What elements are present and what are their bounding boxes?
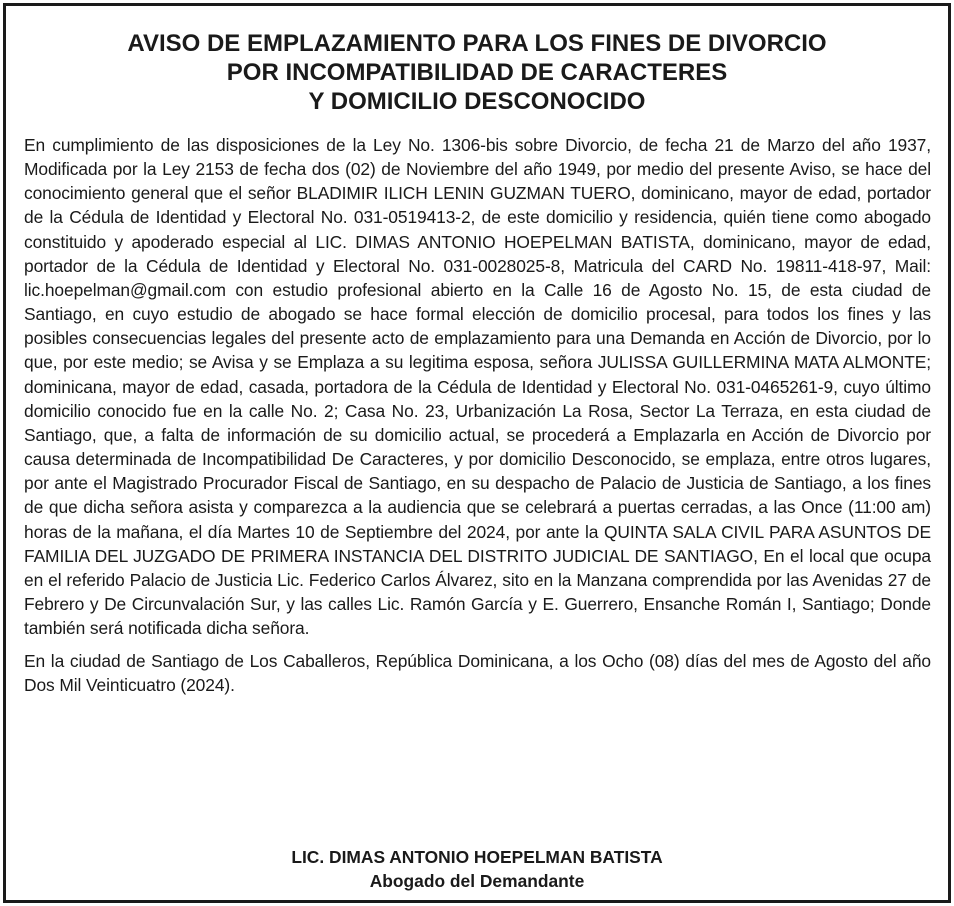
signature-name: LIC. DIMAS ANTONIO HOEPELMAN BATISTA [291,847,663,867]
notice-title [6,29,948,116]
title-line: Y DOMICILIO DESCONOCIDO [308,88,646,115]
title-line: POR INCOMPATIBILIDAD DE CARACTERES [226,59,728,86]
notice-paragraph-date: En la ciudad de Santiago de Los Caballeros, República Dominicana, a los Ocho (08) días del mes de Agosto del año Dos Mil Veinticuatro (2024). [24,651,931,696]
notice-paragraph-main: En cumplimiento de las disposiciones de la Ley No. 1306-bis sobre Divorcio, de fecha 21 de Marzo del año 1937, Modificada por la Ley 2153 de fecha dos (02) de Noviembre del año 1949, por medio del presente Aviso, se hace del conocimiento general que el señor BLADIMIR ILICH LENIN GUZMAN TUERO, dominicano, mayor de edad, portador de la Cédula de Identidad y Electoral No. 031-0519413-2, de este domicilio y residencia, quién tiene como abogado constituido y apoderado especial al LIC. DIMAS ANTONIO HOEPELMAN BATISTA, dominicano, mayor de edad, portador de la Cédula de Identidad y Electoral No. 031-0028025-8, Matricula del CARD No. 19811-418-97, Mail: lic.hoepelman@gmail.com con estudio profesional abierto en la Calle 16 de Agosto No. 15, de esta ciudad de Santiago, en cuyo estudio de abogado se hace formal elección de domicilio procesal, para todos los fines y las posibles consecuencias legales del presente acto de emplazamiento para una Demanda en Acción de Divorcio, por lo que, por este medio; se Avisa y se Emplaza a su legitima esposa, señora JULISSA GUILLERMINA MATA ALMONTE; dominicana, mayor de edad, casada, portadora de la Cédula de Identidad y Electoral No. 031-0465261-9, cuyo último domicilio conocido fue en la calle No. 2; Casa No. 23, Urbanización La Rosa, Sector La Terraza, en esta ciudad de Santiago, que, a falta de información de su domicilio actual, se procederá a Emplazarla en Acción de Divorcio por causa determinada de Incompatibilidad De Caracteres, y por domicilio Desconocido, se emplaza, entre otros lugares, por ante el Magistrado Procurador Fiscal de Santiago, en su despacho de Palacio de Justicia de Santiago, a los fines de que dicha señora asista y comparezca a la audiencia que se celebrará a puertas cerradas, a las Once (11:00 am) horas de la mañana, el día Martes 10 de Septiembre del 2024, por ante la QUINTA SALA CIVIL PARA ASUNTOS DE FAMILIA DEL JUZGADO DE PRIMERA INSTANCIA DEL DISTRITO JUDICIAL DE SANTIAGO, En el local que ocupa en el referido Palacio de Justicia Lic. Federico Carlos Álvarez, sito en la Manzana comprendida por las Avenidas 27 de Febrero y De Circunvalación Sur, y las calles Lic. Ramón García y E. Guerrero, Ensanche Román I, Santiago; Donde también será notificada dicha señora. [24,135,931,639]
signature-block [6,845,948,893]
signature-role: Abogado del Demandante [369,871,585,891]
title-line: AVISO DE EMPLAZAMIENTO PARA LOS FINES DE DIVORCIO [127,30,827,57]
notice-body [24,133,931,707]
legal-notice [3,3,951,903]
